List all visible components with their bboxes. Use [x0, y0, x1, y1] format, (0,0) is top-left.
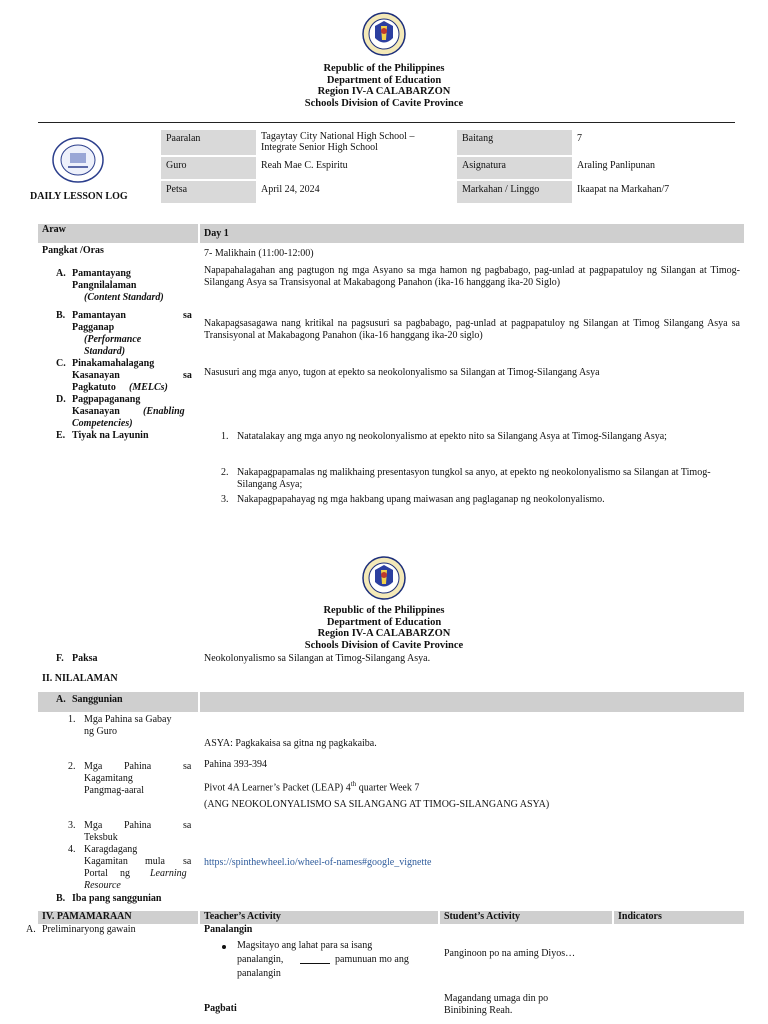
c-label-1: Pinakamahalagang [72, 358, 155, 369]
proc-col3-header: Student’s Activity [444, 911, 521, 922]
s2-label-2: Pahina [124, 761, 152, 772]
objective-item: Nakapagpapahayag ng mga hakbang upang maiwasan ang paglaganap ng neokolonyalismo. [237, 494, 605, 505]
objective-item: Natatalakay ang mga anyo ng neokolonyalismo at epekto nito sa Silangang Asya at Timog-Silangang Asya; [237, 431, 667, 442]
s2-value-2 [204, 779, 419, 794]
asignatura-label: Asignatura [457, 157, 572, 179]
a-label-2: Pangnilalaman [72, 280, 137, 291]
b-label-sa: sa [183, 310, 192, 321]
sanggunian-value-bg [200, 692, 744, 712]
s1-value: ASYA: Pagkakaisa sa gitna ng pagkakaiba. [204, 738, 377, 749]
d-label-1: Pagpapaganang [72, 394, 141, 405]
d-label-4: Competencies) [72, 418, 133, 429]
s2-value-2b: quarter Week 7 [356, 782, 420, 794]
s2-value-2a: Pivot 4A Learner’s Packet (LEAP) 4 [204, 782, 351, 794]
blank-line [300, 963, 330, 964]
c-letter: C. [56, 358, 66, 369]
resource-link[interactable]: https://spinthewheel.io/wheel-of-names#google_vignette [204, 857, 432, 868]
petsa-value: April 24, 2024 [261, 184, 320, 195]
bullet1-line3: panalangin [237, 968, 281, 979]
bullet1-line2a: panalangin, [237, 954, 284, 965]
f-value: Neokolonyalismo sa Silangan at Timog-Silangang Asya. [204, 653, 431, 664]
header-line-3: Region IV-A CALABARZON [317, 628, 451, 640]
objective-number: 2. [221, 467, 229, 478]
a-value: Napapahalagahan ang pagtugon ng mga Asyano sa mga hamon ng pagbabago, pag-unlad at pagpapatuloy ng Silangan at Timog-Silangang Asya sa Transisyonal at Makabagong Panahon (ika-16 hanggang ika-20 Siglo) [204, 265, 740, 288]
day-label: Day 1 [200, 224, 744, 243]
paaralan-label: Paaralan [161, 130, 256, 155]
student-response-2-line1 [444, 993, 608, 1005]
s3-label-2: Pahina [124, 820, 152, 831]
s2-label-3: sa [183, 761, 192, 772]
s4-label-2: Kagamitan [84, 856, 128, 867]
deped-seal-icon [362, 12, 406, 56]
e-label: Tiyak na Layunin [72, 430, 149, 441]
objective-item: Nakapagpapamalas ng malikhaing presentasyon tungkol sa anyo, at epekto ng neokolonyalismo sa Silangan at Timog-Silangang Asya; [237, 467, 711, 490]
c-label-3: Pagkatuto [72, 382, 116, 393]
s2-label-5: Pangmag-aaral [84, 785, 144, 796]
pagbati-heading: Pagbati [204, 1003, 237, 1014]
a-letter: A. [56, 268, 66, 279]
header-line-2: Department of Education [326, 74, 442, 86]
c-value: Nasusuri ang mga anyo, tugon at epekto sa neokolonyalismo sa Silangan at Timog-Silangang Asya [204, 367, 600, 378]
a-label-1: Pamantayang [72, 268, 131, 279]
asignatura-value: Araling Panlipunan [577, 160, 656, 171]
bullet-dot [222, 945, 226, 949]
proc-col2-header: Teacher’s Activity [204, 911, 281, 922]
petsa-label: Petsa [161, 181, 256, 203]
s4-label-1: Karagdagang [84, 844, 138, 855]
sanggunian-number: 3. [68, 820, 76, 831]
proc-col1-header: IV. PAMAMARAAN [42, 911, 132, 922]
sanggunian-number: 2. [68, 761, 76, 772]
preliminary-letter: A. [26, 924, 36, 935]
markahan-value: Ikaapat na Markahan/7 [577, 184, 670, 195]
f-label: Paksa [72, 653, 98, 664]
s1-label-2: ng Guro [84, 726, 118, 737]
s4-label-7: Learning [150, 868, 187, 879]
d-label-2: Kasanayan [72, 406, 120, 417]
a-label-3: (Content Standard) [84, 292, 164, 303]
header-line-4: Schools Division of Cavite Province [304, 639, 464, 651]
s4-label-8: Resource [84, 880, 121, 891]
student-response-2-line2: Binibining Reah. [444, 1005, 513, 1016]
d-label-3: (Enabling [143, 406, 185, 417]
nilalaman-title: II. NILALAMAN [42, 673, 118, 684]
header-rule [38, 122, 735, 123]
d-letter: D. [56, 394, 66, 405]
guro-label: Guro [161, 157, 256, 179]
b-label-4: Standard) [84, 346, 126, 357]
sanggunian-number: 4. [68, 844, 76, 855]
header-line-1: Republic of the Philippines [323, 63, 445, 74]
s4-label-3: mula [145, 856, 165, 867]
araw-label: Araw [38, 224, 198, 243]
s2-value-3: (ANG NEOKOLONYALISMO SA SILANGANG AT TIMOG-SILANGANG ASYA) [204, 799, 550, 810]
objective-number: 3. [221, 494, 229, 505]
guro-value: Reah Mae C. Espiritu [261, 160, 348, 171]
b-label-1: Pamantayan [72, 310, 126, 321]
header-line-2: Department of Education [326, 616, 442, 628]
markahan-label: Markahan / Linggo [457, 181, 572, 203]
s4-label-6: ng [120, 868, 130, 879]
b-label-3: (Performance [84, 334, 142, 345]
s2-value-2sup: th [350, 780, 357, 788]
header-line-3: Region IV-A CALABARZON [317, 86, 451, 98]
pangkat-label: Pangkat /Oras [42, 245, 104, 256]
f-letter: F. [56, 653, 64, 664]
c-label-4: (MELCs) [129, 382, 168, 393]
s3-label-4: Teksbuk [84, 832, 118, 843]
s4-label-5: Portal [84, 868, 108, 879]
s3-label-1: Mga [84, 820, 103, 831]
b-label-2: Pagganap [72, 322, 115, 333]
student-response-2-text: Magandang umaga din po [444, 993, 549, 1004]
bullet1-line1: Magsitayo ang lahat para sa isang [237, 940, 373, 951]
b-letter: B. [56, 310, 66, 321]
preliminary-label: Preliminaryong gawain [42, 924, 136, 935]
objective-number: 1. [221, 431, 229, 442]
school-logo-icon [52, 137, 104, 183]
s1-label-1: Mga Pahina sa Gabay [84, 714, 172, 725]
paaralan-value: Tagaytay City National High School – Integrate Senior High School [261, 131, 415, 153]
header-line-4: Schools Division of Cavite Province [304, 97, 464, 109]
sanggunian-letter: A. [56, 694, 66, 705]
s3-label-3: sa [183, 820, 192, 831]
s2-label-1: Mga [84, 761, 103, 772]
s4-label-4: sa [183, 856, 192, 867]
sanggunian-label: Sanggunian [72, 694, 123, 705]
pangkat-value: 7- Malikhain (11:00-12:00) [204, 248, 314, 259]
proc-col4-header: Indicators [618, 911, 662, 922]
s2-value-1: Pahina 393-394 [204, 759, 268, 770]
sanggunian-number: 1. [68, 714, 76, 725]
b-value: Nakapagsasagawa nang kritikal na pagsusuri sa pagbabago, pag-unlad at pagpapatuloy ng Silangan at Timog Silangang Asya sa Transisyonal at Makabagong Panahon (ika-16 hanggang ika-20 siglo) [204, 318, 740, 341]
panalangin-heading: Panalangin [204, 924, 253, 935]
s2-label-4: Kagamitang [84, 773, 133, 784]
bullet1-line2b: pamunuan mo ang [335, 954, 409, 965]
dll-title: DAILY LESSON LOG [30, 191, 128, 202]
deped-seal-icon [362, 556, 406, 600]
iba-letter: B. [56, 893, 66, 904]
c-label-2: Kasanayan [72, 370, 120, 381]
student-response-1: Panginoon po na aming Diyos… [444, 948, 576, 959]
header-line-1: Republic of the Philippines [323, 605, 445, 616]
c-label-sa: sa [183, 370, 192, 381]
e-letter: E. [56, 430, 66, 441]
baitang-label: Baitang [457, 130, 572, 155]
iba-label: Iba pang sanggunian [72, 893, 162, 904]
baitang-value: 7 [577, 133, 582, 144]
